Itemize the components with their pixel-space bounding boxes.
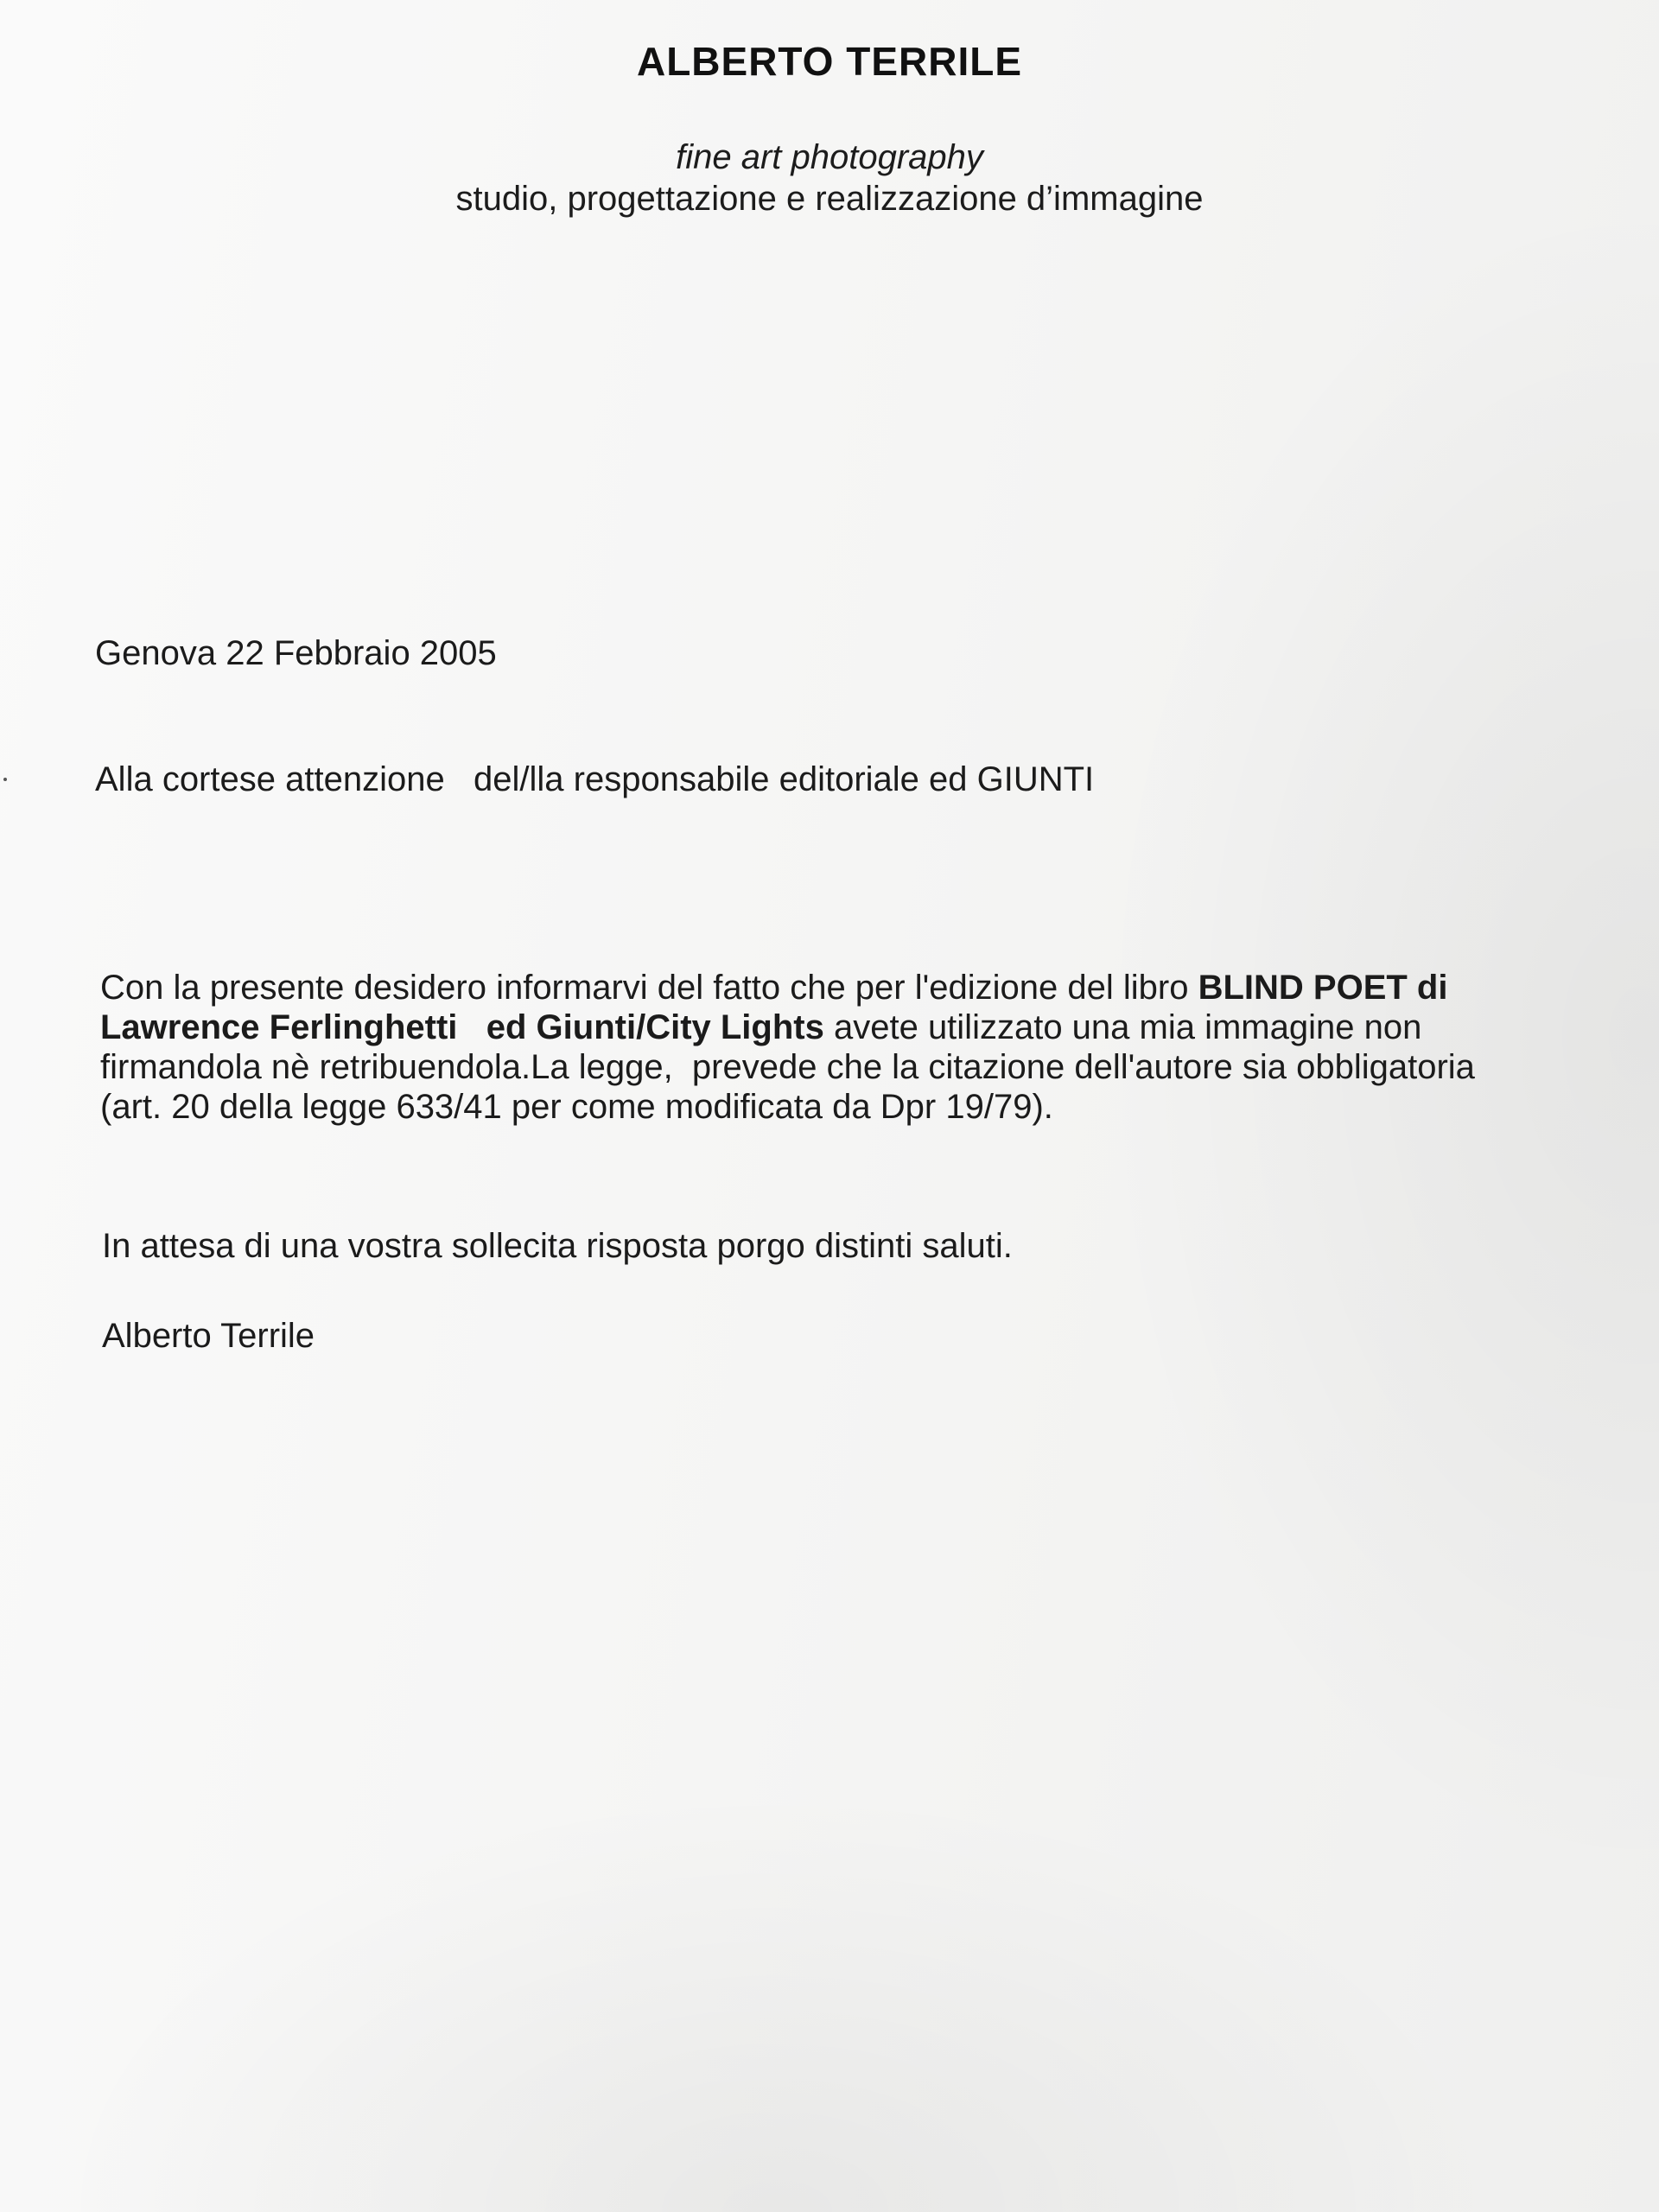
paper-speck xyxy=(3,778,7,781)
book-title: BLIND POET di xyxy=(1198,969,1448,1007)
letter-body xyxy=(100,968,1604,1127)
letter-closing: In attesa di una vostra sollecita risposta porgo distinti saluti. xyxy=(102,1227,1013,1265)
letter-date: Genova 22 Febbraio 2005 xyxy=(95,634,497,672)
body-line-4: (art. 20 della legge 633/41 per come modificata da Dpr 19/79). xyxy=(100,1088,1053,1126)
body-line-3: firmandola nè retribuendola.La legge, prevede che la citazione dell'autore sia obbligatoria xyxy=(100,1048,1475,1086)
book-author-publisher: Lawrence Ferlinghetti ed Giunti/City Lights xyxy=(100,1008,824,1046)
letterhead-services: studio, progettazione e realizzazione d’immagine xyxy=(455,180,1204,218)
body-line-2-text: avete utilizzato una mia immagine non xyxy=(823,1008,1422,1046)
letter-signature: Alberto Terrile xyxy=(102,1317,315,1355)
body-line-1 xyxy=(100,968,1604,1007)
body-line-2 xyxy=(100,1007,1604,1047)
body-line-1-text: Con la presente desidero informarvi del fatto che per l'edizione del libro xyxy=(100,969,1198,1007)
letterhead-tagline: fine art photography xyxy=(676,138,983,176)
letter-recipient: Alla cortese attenzione del/lla responsabile editoriale ed GIUNTI xyxy=(95,760,1095,798)
letterhead-name: ALBERTO TERRILE xyxy=(636,39,1023,84)
